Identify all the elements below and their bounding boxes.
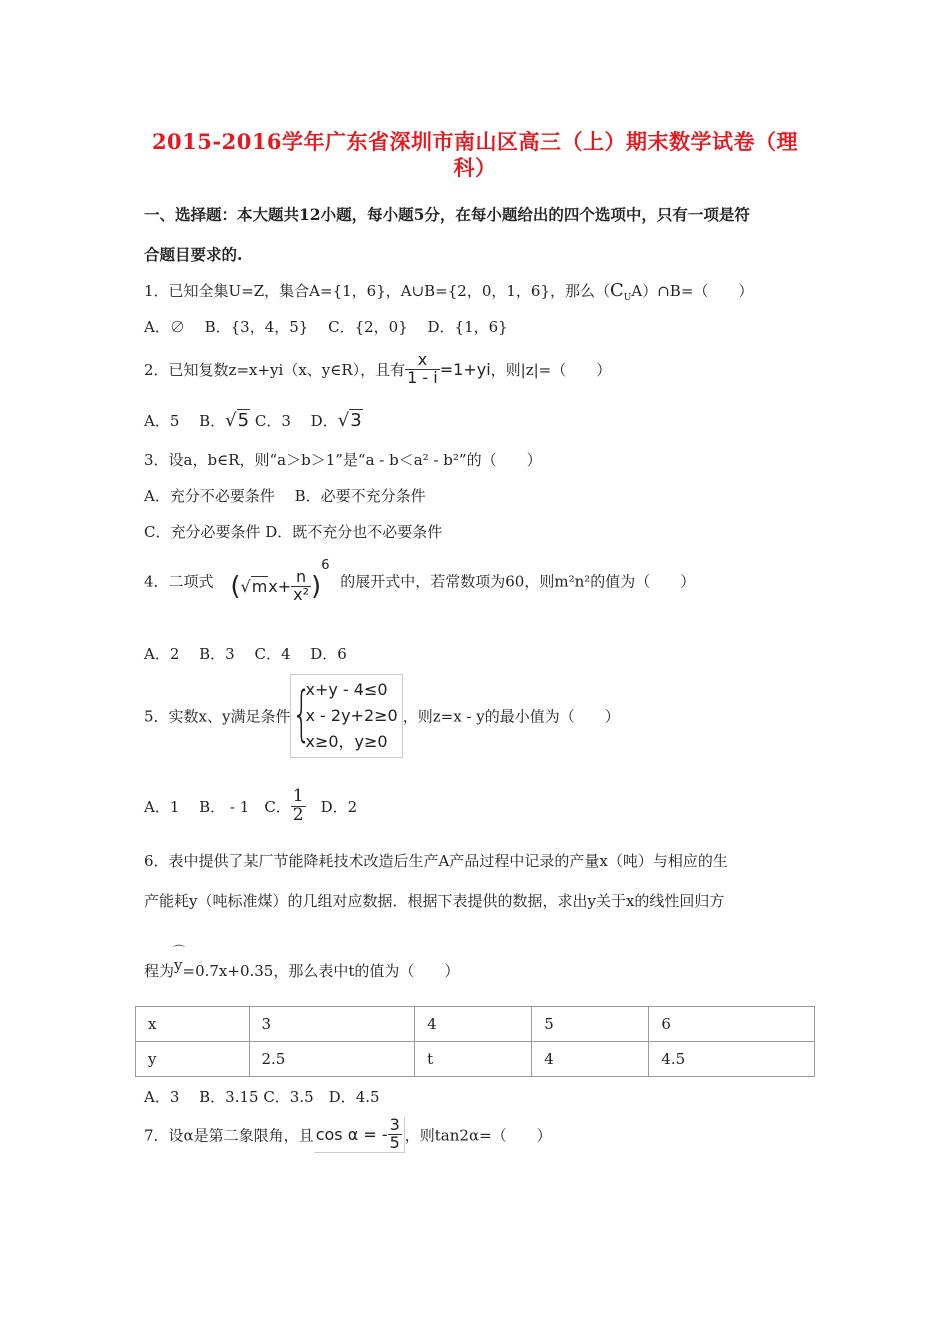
question-6-stem-2: 产能耗y（吨标准煤）的几组对应数据．根据下表提供的数据，求出y关于x的线性回归方	[144, 892, 725, 910]
q2-fraction	[405, 352, 440, 387]
q4-fraction-numerator: n	[291, 569, 311, 587]
q5-constraint-1: x+y - 4≤0	[305, 680, 388, 699]
table-cell: 3	[249, 1007, 415, 1042]
q5-constraint-system	[290, 674, 402, 758]
q2-fraction-denominator: 1 - i	[407, 367, 438, 387]
table-row	[136, 1042, 815, 1077]
q2-option-d-radicand: 3	[350, 410, 362, 431]
table-cell: 6	[649, 1007, 815, 1042]
question-6-stem-1: 6．表中提供了某厂节能降耗技术改造后生产A产品过程中记录的产量x（吨）与相应的生	[144, 852, 728, 870]
q4-sqrt: √m	[240, 577, 268, 596]
q5-option-c-fraction	[291, 788, 306, 825]
q2-option-b-radicand: 5	[237, 410, 250, 431]
question-1-stem	[144, 280, 753, 303]
q2-option-c-d: C．3 D．	[250, 412, 338, 430]
question-3-options-1: A．充分不必要条件 B．必要不充分条件	[144, 487, 426, 505]
q4-x-plus: x+	[268, 577, 292, 596]
q7-fraction-numerator: 3	[389, 1115, 400, 1134]
table-cell: y	[136, 1042, 250, 1077]
question-3-stem: 3．设a，b∈R，则“a＞b＞1”是“a - b＜a² - b²”的（ ）	[144, 451, 542, 469]
q6-text-a: 程为	[144, 962, 175, 980]
question-6-stem-3	[144, 956, 460, 981]
table-cell: 2.5	[249, 1042, 415, 1077]
question-3-options-2: C．充分必要条件 D．既不充分也不必要条件	[144, 523, 443, 541]
q5-brace-symbol: {	[292, 679, 312, 749]
question-6-options: A．3 B．3.15 C．3.5 D．4.5	[144, 1088, 380, 1106]
q4-fraction	[291, 569, 311, 604]
q4-text-a: 4．二项式	[144, 572, 214, 591]
q4-fraction-denominator: x²	[293, 585, 310, 604]
table-cell: 4.5	[649, 1042, 815, 1077]
table-cell: 5	[532, 1007, 649, 1042]
q5-constraint-2: x - 2y+2≥0	[305, 706, 398, 725]
page-title-continued: 科）	[453, 155, 497, 180]
q2-text-a: 2．已知复数z=x+yi（x、y∈R），且有	[144, 360, 406, 379]
question-2-stem	[144, 352, 611, 387]
q1-text-a: 1．已知全集U=Z，集合A={1，6}，A∪B={2，0，1，6}，那么（	[144, 282, 611, 300]
table-cell: x	[136, 1007, 250, 1042]
question-4-options: A．2 B．3 C．4 D．6	[144, 645, 347, 663]
q2-option-d-sqrt: √3	[337, 410, 362, 431]
table-cell: 4	[415, 1007, 532, 1042]
question-2-options	[144, 410, 363, 431]
q2-equation	[405, 352, 490, 387]
q4-binomial-expression	[230, 558, 329, 604]
q4-exponent: 6	[321, 558, 330, 573]
q5-constraint-3: x≥0，y≥0	[305, 732, 388, 751]
q1-text-b: A）∩B=（ ）	[631, 282, 754, 300]
table-cell: 4	[532, 1042, 649, 1077]
q1-complement-subscript: U	[623, 293, 632, 303]
q2-text-b: ，则|z|=（ ）	[490, 360, 612, 379]
section-heading: 一、选择题：本大题共12小题，每小题5分，在每小题给出的四个选项中，只有一项是符	[144, 205, 750, 224]
q6-text-b: =0.7x+0.35，那么表中t的值为（ ）	[182, 962, 460, 980]
q4-text-b: 的展开式中，若常数项为60，则m²n²的值为（ ）	[340, 572, 696, 591]
question-7-stem	[144, 1117, 552, 1153]
q1-complement-symbol: C	[610, 280, 624, 301]
page-title: 2015-2016学年广东省深圳市南山区高三（上）期末数学试卷（理	[151, 129, 799, 154]
q5-options-ab: A．1 B． - 1 C．	[144, 797, 291, 816]
q2-option-b-sqrt: √5	[225, 410, 250, 431]
section-heading-continued: 合题目要求的.	[144, 245, 243, 264]
q4-radicand: m	[251, 577, 268, 596]
q7-cos-equation	[314, 1117, 405, 1153]
q5-text-b: ，则z=x - y的最小值为（ ）	[402, 707, 620, 726]
q5-option-d: D．2	[305, 797, 358, 816]
question-5-options	[144, 788, 357, 825]
q5-text-a: 5．实数x、y满足条件	[144, 707, 291, 726]
table-row	[136, 1007, 815, 1042]
q7-fraction	[388, 1117, 402, 1152]
q7-cos-lhs: cos α = -	[315, 1124, 388, 1144]
q7-text-a: 7．设α是第二象限角，且	[144, 1126, 314, 1145]
data-table	[135, 1006, 815, 1077]
question-4-stem	[144, 558, 695, 604]
q2-equation-rhs: =1+yi	[439, 359, 491, 379]
q4-open-paren: (	[230, 571, 241, 602]
q5-fraction-denominator: 2	[292, 804, 304, 825]
q7-fraction-denominator: 5	[389, 1132, 400, 1152]
q2-fraction-numerator: x	[405, 352, 440, 370]
q2-option-a-b: A．5 B．	[144, 412, 226, 430]
q4-close-paren: )	[311, 571, 322, 602]
table-cell: t	[415, 1042, 532, 1077]
q6-y-hat: ⌒ y	[174, 956, 182, 974]
q5-fraction-numerator: 1	[292, 786, 304, 806]
q7-text-b: ，则tan2α=（ ）	[404, 1126, 552, 1145]
question-5-stem	[144, 674, 620, 758]
question-1-options: A．∅ B．{3，4，5} C．{2，0} D．{1，6}	[144, 318, 508, 336]
